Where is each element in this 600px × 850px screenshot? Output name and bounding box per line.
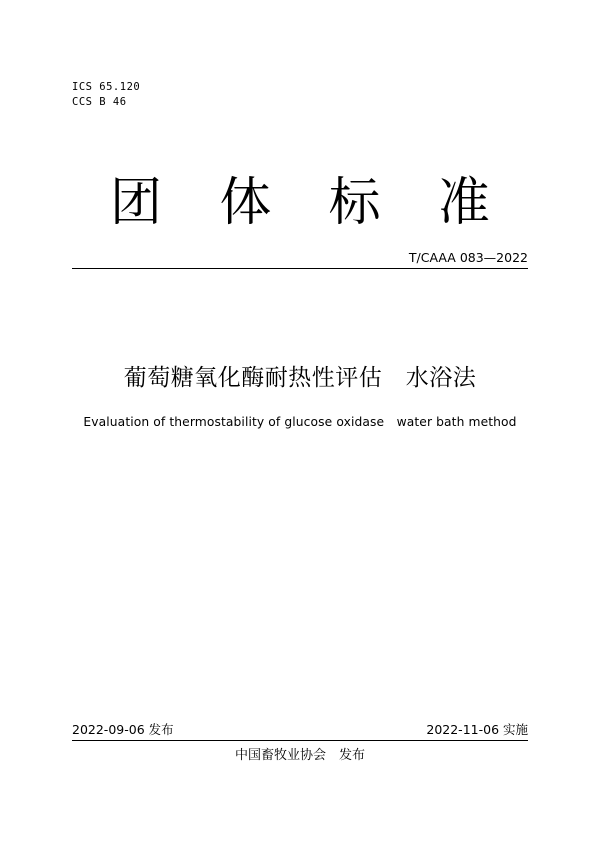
standard-type-char: 团	[110, 173, 163, 233]
top-divider	[72, 268, 528, 269]
standard-code: T/CAAA 083—2022	[408, 250, 528, 265]
standard-type-char: 标	[328, 173, 381, 233]
chinese-title: 葡萄糖氧化酶耐热性评估 水浴法	[123, 365, 477, 391]
standard-type-char: 准	[437, 173, 490, 233]
classification-codes	[72, 80, 140, 110]
standard-type-char: 体	[219, 173, 272, 233]
ics-code: ICS 65.120	[72, 81, 141, 93]
english-title: Evaluation of thermostability of glucose oxidase water bath method	[83, 415, 517, 429]
standard-type-heading	[72, 168, 528, 238]
issue-date: 2022-09-06 发布	[72, 722, 174, 737]
ccs-code: CCS B 46	[72, 96, 127, 108]
bottom-divider	[72, 740, 528, 741]
publisher: 中国畜牧业协会 发布	[234, 748, 365, 763]
implementation-date: 2022-11-06 实施	[426, 722, 528, 737]
